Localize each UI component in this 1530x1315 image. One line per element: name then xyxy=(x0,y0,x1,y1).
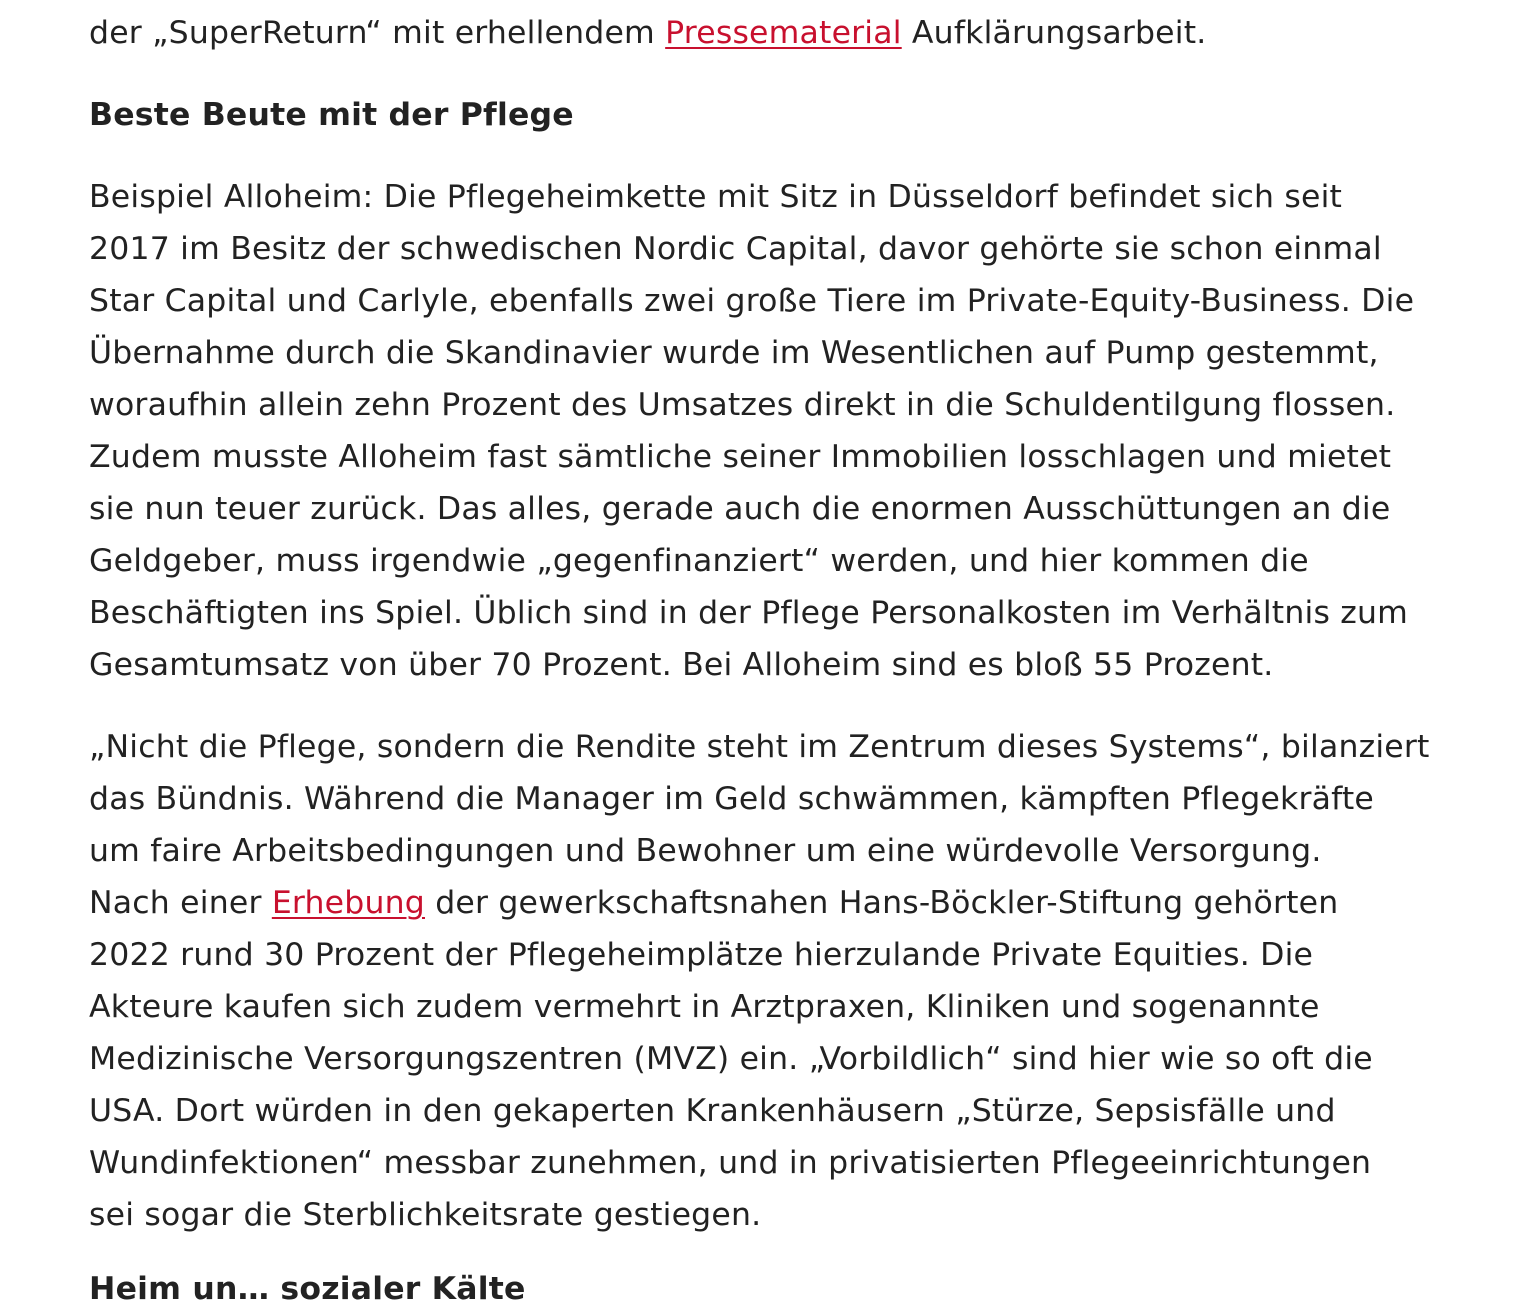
paragraph-line: 2017 im Besitz der schwedischen Nordic Capital, davor gehörte sie schon einmal xyxy=(89,231,1382,267)
paragraph-line: Medizinische Versorgungszentren (MVZ) ein. „Vorbildlich“ sind hier wie so oft die xyxy=(89,1041,1373,1077)
press-material-link[interactable]: Pressematerial xyxy=(665,15,902,51)
paragraph-line: Gesamtumsatz von über 70 Prozent. Bei Alloheim sind es bloß 55 Prozent. xyxy=(89,647,1274,683)
paragraph-line: „Nicht die Pflege, sondern die Rendite steht im Zentrum dieses Systems“, bilanziert xyxy=(89,729,1430,765)
paragraph-line: Geldgeber, muss irgendwie „gegenfinanziert“ werden, und hier kommen die xyxy=(89,543,1309,579)
paragraph-line: Beschäftigten ins Spiel. Üblich sind in der Pflege Personalkosten im Verhältnis zum xyxy=(89,595,1409,631)
paragraph-alloheim xyxy=(89,171,1489,691)
paragraph-line: woraufhin allein zehn Prozent des Umsatzes direkt in die Schuldentilgung flossen. xyxy=(89,387,1396,423)
paragraph-line: das Bündnis. Während die Manager im Geld schwämmen, kämpften Pflegekräfte xyxy=(89,781,1375,817)
paragraph-line: 2022 rund 30 Prozent der Pflegeheimplätze hierzulande Private Equities. Die xyxy=(89,937,1314,973)
erhebung-link[interactable]: Erhebung xyxy=(271,885,425,921)
intro-text-after-link: Aufklärungsarbeit. xyxy=(901,15,1207,51)
paragraph-line: USA. Dort würden in den gekaperten Krankenhäusern „Stürze, Sepsisfälle und xyxy=(89,1093,1336,1129)
paragraph-line: Zudem musste Alloheim fast sämtliche seiner Immobilien losschlagen und mietet xyxy=(89,439,1392,475)
paragraph-line: Übernahme durch die Skandinavier wurde im Wesentlichen auf Pump gestemmt, xyxy=(89,335,1379,371)
paragraph-line: Akteure kaufen sich zudem vermehrt in Arztpraxen, Kliniken und sogenannte xyxy=(89,989,1320,1025)
paragraph-line: um faire Arbeitsbedingungen und Bewohner um eine würdevolle Versorgung. xyxy=(89,833,1322,869)
intro-text-before-link: der „SuperReturn“ mit erhellendem xyxy=(89,15,666,51)
paragraph-line-with-link xyxy=(89,877,1489,929)
paragraph-line: Wundinfektionen“ messbar zunehmen, und in privatisierten Pflegeeinrichtungen xyxy=(89,1145,1372,1181)
paragraph-line: Star Capital und Carlyle, ebenfalls zwei große Tiere im Private-Equity-Business. Die xyxy=(89,283,1415,319)
paragraph-line: sie nun teuer zurück. Das alles, gerade auch die enormen Ausschüttungen an die xyxy=(89,491,1391,527)
paragraph-line: sei sogar die Sterblichkeitsrate gestiegen. xyxy=(89,1197,762,1233)
text-after-link: der gewerkschaftsnahen Hans-Böckler-Stiftung gehörten xyxy=(424,885,1339,921)
intro-paragraph-fragment xyxy=(89,7,1206,59)
paragraph-line: Beispiel Alloheim: Die Pflegeheimkette mit Sitz in Düsseldorf befindet sich seit xyxy=(89,179,1343,215)
section-heading: Beste Beute mit der Pflege xyxy=(89,97,574,133)
paragraph-buendnis xyxy=(89,721,1489,1241)
text-before-link: Nach einer xyxy=(89,885,272,921)
next-section-heading: Heim un… sozialer Kälte xyxy=(89,1271,526,1307)
